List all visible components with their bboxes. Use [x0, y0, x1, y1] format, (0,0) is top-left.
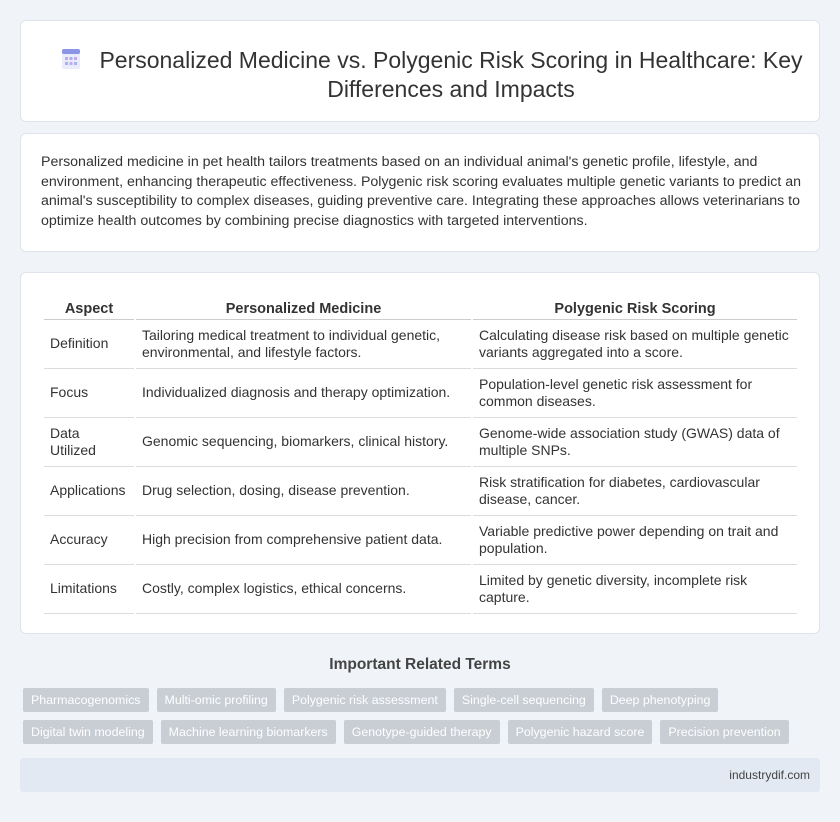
personalized-cell: Costly, complex logistics, ethical concerns. [136, 565, 471, 614]
personalized-cell: Genomic sequencing, biomarkers, clinical history. [136, 418, 471, 467]
related-term-tag[interactable]: Digital twin modeling [23, 720, 153, 744]
table-row [44, 369, 797, 418]
related-terms-row [23, 720, 789, 744]
table-row [44, 467, 797, 516]
header-card [20, 20, 820, 122]
intro-paragraph: Personalized medicine in pet health tailors treatments based on an individual animal's genetic profile, lifestyle, and environment, enhancing therapeutic effectiveness. Polygenic risk scoring evaluates multiple genetic variants to predict an animal's susceptibility to complex diseases, guiding preventive care. Integrating these approaches allows veterinarians to optimize health outcomes by combining precise diagnostics with targeted interventions. [41, 154, 801, 229]
related-term-tag[interactable]: Deep phenotyping [602, 688, 719, 712]
aspect-cell: Data Utilized [44, 418, 134, 467]
intro-card [20, 133, 820, 252]
page-title: Personalized Medicine vs. Polygenic Risk Scoring in Healthcare: Key Differences and Impacts [99, 47, 803, 102]
related-term-tag[interactable]: Multi-omic profiling [157, 688, 276, 712]
polygenic-cell: Genome-wide association study (GWAS) data of multiple SNPs. [473, 418, 797, 467]
table-row [44, 320, 797, 369]
table-row [44, 516, 797, 565]
aspect-cell: Focus [44, 369, 134, 418]
personalized-cell: Individualized diagnosis and therapy optimization. [136, 369, 471, 418]
personalized-cell: Tailoring medical treatment to individual genetic, environmental, and lifestyle factors. [136, 320, 471, 369]
document-icon [59, 47, 83, 71]
aspect-cell: Definition [44, 320, 134, 369]
polygenic-cell: Risk stratification for diabetes, cardiovascular disease, cancer. [473, 467, 797, 516]
related-term-tag[interactable]: Pharmacogenomics [23, 688, 149, 712]
related-term-tag[interactable]: Polygenic risk assessment [284, 688, 446, 712]
comparison-card [20, 272, 820, 634]
table-row [44, 565, 797, 614]
polygenic-cell: Calculating disease risk based on multiple genetic variants aggregated into a score. [473, 320, 797, 369]
footer [20, 758, 820, 792]
related-term-tag[interactable]: Polygenic hazard score [508, 720, 653, 744]
table-header-row [44, 294, 797, 320]
related-term-tag[interactable]: Single-cell sequencing [454, 688, 594, 712]
related-term-tag[interactable]: Genotype-guided therapy [344, 720, 500, 744]
footer-site-link[interactable]: industrydif.com [729, 768, 810, 782]
polygenic-cell: Population-level genetic risk assessment for common diseases. [473, 369, 797, 418]
table-row [44, 418, 797, 467]
aspect-cell: Applications [44, 467, 134, 516]
comparison-table [42, 294, 799, 614]
column-header: Polygenic Risk Scoring [473, 294, 797, 320]
polygenic-cell: Variable predictive power depending on trait and population. [473, 516, 797, 565]
personalized-cell: High precision from comprehensive patient data. [136, 516, 471, 565]
aspect-cell: Limitations [44, 565, 134, 614]
personalized-cell: Drug selection, dosing, disease prevention. [136, 467, 471, 516]
column-header: Aspect [44, 294, 134, 320]
aspect-cell: Accuracy [44, 516, 134, 565]
polygenic-cell: Limited by genetic diversity, incomplete risk capture. [473, 565, 797, 614]
related-term-tag[interactable]: Machine learning biomarkers [161, 720, 336, 744]
related-term-tag[interactable]: Precision prevention [660, 720, 788, 744]
related-terms-title: Important Related Terms [329, 656, 511, 673]
column-header: Personalized Medicine [136, 294, 471, 320]
related-terms-row [23, 688, 718, 712]
